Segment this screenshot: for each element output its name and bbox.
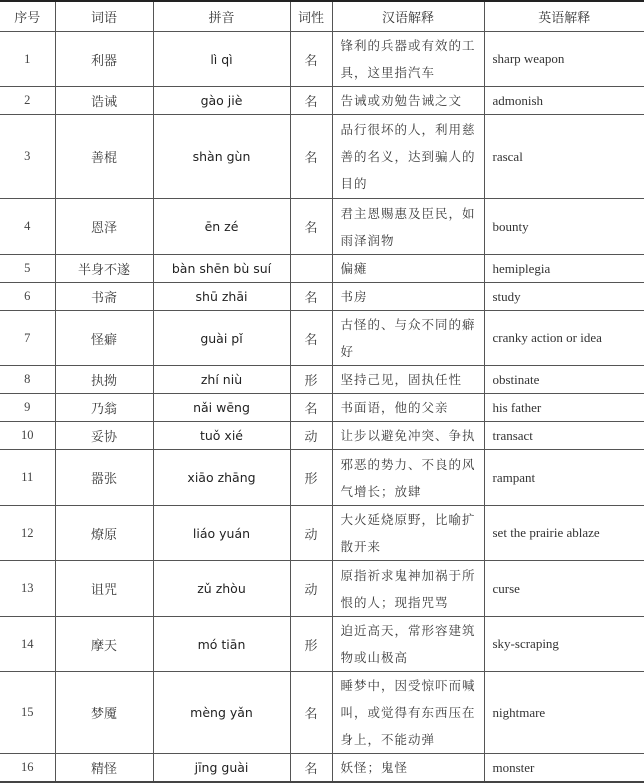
- table-row: [0, 561, 644, 617]
- row-english-definition: rampant: [484, 450, 644, 506]
- row-part-of-speech: 形: [290, 617, 332, 672]
- header-cn-def: 汉语解释: [332, 1, 484, 32]
- row-pinyin: shàn gùn: [153, 115, 290, 199]
- row-word: 怪癖: [55, 311, 153, 366]
- row-part-of-speech: 动: [290, 422, 332, 450]
- row-word: 燎原: [55, 506, 153, 561]
- row-part-of-speech: 形: [290, 366, 332, 394]
- row-chinese-definition: 大火延烧原野，比喻扩散开来: [332, 506, 484, 561]
- row-english-definition: transact: [484, 422, 644, 450]
- row-number: 4: [0, 199, 55, 255]
- table-row: [0, 87, 644, 115]
- row-chinese-definition: 原指祈求鬼神加祸于所恨的人；现指咒骂: [332, 561, 484, 617]
- row-pinyin: zǔ zhòu: [153, 561, 290, 617]
- row-english-definition: his father: [484, 394, 644, 422]
- row-english-definition: admonish: [484, 87, 644, 115]
- row-english-definition: nightmare: [484, 672, 644, 754]
- row-part-of-speech: [290, 255, 332, 283]
- row-number: 5: [0, 255, 55, 283]
- row-number: 13: [0, 561, 55, 617]
- row-chinese-definition: 睡梦中，因受惊吓而喊叫，或觉得有东西压在身上，不能动弹: [332, 672, 484, 754]
- row-word: 妥协: [55, 422, 153, 450]
- row-english-definition: study: [484, 283, 644, 311]
- row-number: 2: [0, 87, 55, 115]
- row-word: 梦魇: [55, 672, 153, 754]
- header-no: 序号: [0, 1, 55, 32]
- row-word: 书斋: [55, 283, 153, 311]
- table-row: [0, 754, 644, 783]
- row-chinese-definition: 书房: [332, 283, 484, 311]
- row-number: 14: [0, 617, 55, 672]
- header-row: [0, 1, 644, 32]
- row-english-definition: obstinate: [484, 366, 644, 394]
- table-row: [0, 199, 644, 255]
- row-word: 诰诫: [55, 87, 153, 115]
- row-number: 1: [0, 32, 55, 87]
- row-number: 11: [0, 450, 55, 506]
- row-word: 乃翁: [55, 394, 153, 422]
- table-row: [0, 450, 644, 506]
- row-word: 恩泽: [55, 199, 153, 255]
- row-pinyin: guài pǐ: [153, 311, 290, 366]
- row-part-of-speech: 名: [290, 199, 332, 255]
- row-chinese-definition: 迫近高天，常形容建筑物或山极高: [332, 617, 484, 672]
- row-part-of-speech: 动: [290, 506, 332, 561]
- row-word: 执拗: [55, 366, 153, 394]
- table-row: [0, 311, 644, 366]
- row-number: 6: [0, 283, 55, 311]
- row-number: 8: [0, 366, 55, 394]
- row-part-of-speech: 动: [290, 561, 332, 617]
- row-part-of-speech: 名: [290, 754, 332, 783]
- row-number: 12: [0, 506, 55, 561]
- row-pinyin: mèng yǎn: [153, 672, 290, 754]
- row-pinyin: nǎi wēng: [153, 394, 290, 422]
- row-pinyin: ēn zé: [153, 199, 290, 255]
- row-english-definition: rascal: [484, 115, 644, 199]
- row-number: 15: [0, 672, 55, 754]
- row-word: 半身不遂: [55, 255, 153, 283]
- row-pinyin: shū zhāi: [153, 283, 290, 311]
- row-word: 嚣张: [55, 450, 153, 506]
- row-pinyin: jīng guài: [153, 754, 290, 783]
- row-chinese-definition: 锋利的兵器或有效的工具，这里指汽车: [332, 32, 484, 87]
- table-row: [0, 115, 644, 199]
- row-number: 9: [0, 394, 55, 422]
- row-number: 7: [0, 311, 55, 366]
- table-row: [0, 617, 644, 672]
- header-en-def: 英语解释: [484, 1, 644, 32]
- row-english-definition: sky-scraping: [484, 617, 644, 672]
- row-part-of-speech: 形: [290, 450, 332, 506]
- row-pinyin: tuǒ xié: [153, 422, 290, 450]
- table-row: [0, 506, 644, 561]
- row-number: 16: [0, 754, 55, 783]
- row-chinese-definition: 品行很坏的人，利用慈善的名义，达到骗人的目的: [332, 115, 484, 199]
- row-pinyin: zhí niù: [153, 366, 290, 394]
- row-english-definition: bounty: [484, 199, 644, 255]
- row-chinese-definition: 妖怪；鬼怪: [332, 754, 484, 783]
- row-word: 利器: [55, 32, 153, 87]
- row-part-of-speech: 名: [290, 87, 332, 115]
- row-chinese-definition: 偏瘫: [332, 255, 484, 283]
- row-part-of-speech: 名: [290, 115, 332, 199]
- row-pinyin: liáo yuán: [153, 506, 290, 561]
- table-row: [0, 394, 644, 422]
- row-chinese-definition: 古怪的、与众不同的癖好: [332, 311, 484, 366]
- row-number: 3: [0, 115, 55, 199]
- header-word: 词语: [55, 1, 153, 32]
- row-chinese-definition: 坚持己见，固执任性: [332, 366, 484, 394]
- row-pinyin: bàn shēn bù suí: [153, 255, 290, 283]
- table-row: [0, 32, 644, 87]
- table-row: [0, 283, 644, 311]
- header-pinyin: 拼音: [153, 1, 290, 32]
- row-pinyin: xiāo zhāng: [153, 450, 290, 506]
- row-english-definition: set the prairie ablaze: [484, 506, 644, 561]
- row-word: 精怪: [55, 754, 153, 783]
- row-english-definition: monster: [484, 754, 644, 783]
- table-row: [0, 255, 644, 283]
- row-pinyin: mó tiān: [153, 617, 290, 672]
- row-word: 摩天: [55, 617, 153, 672]
- row-chinese-definition: 书面语，他的父亲: [332, 394, 484, 422]
- row-chinese-definition: 让步以避免冲突、争执: [332, 422, 484, 450]
- row-pinyin: lì qì: [153, 32, 290, 87]
- row-part-of-speech: 名: [290, 283, 332, 311]
- row-english-definition: sharp weapon: [484, 32, 644, 87]
- row-part-of-speech: 名: [290, 311, 332, 366]
- row-pinyin: gào jiè: [153, 87, 290, 115]
- row-part-of-speech: 名: [290, 32, 332, 87]
- row-chinese-definition: 邪恶的势力、不良的风气增长；放肆: [332, 450, 484, 506]
- row-word: 诅咒: [55, 561, 153, 617]
- row-part-of-speech: 名: [290, 394, 332, 422]
- header-pos: 词性: [290, 1, 332, 32]
- table-row: [0, 672, 644, 754]
- row-english-definition: cranky action or idea: [484, 311, 644, 366]
- row-chinese-definition: 君主恩赐惠及臣民，如雨泽润物: [332, 199, 484, 255]
- table-row: [0, 366, 644, 394]
- table-row: [0, 422, 644, 450]
- row-english-definition: hemiplegia: [484, 255, 644, 283]
- row-word: 善棍: [55, 115, 153, 199]
- row-english-definition: curse: [484, 561, 644, 617]
- row-number: 10: [0, 422, 55, 450]
- row-chinese-definition: 告诫或劝勉告诫之文: [332, 87, 484, 115]
- row-part-of-speech: 名: [290, 672, 332, 754]
